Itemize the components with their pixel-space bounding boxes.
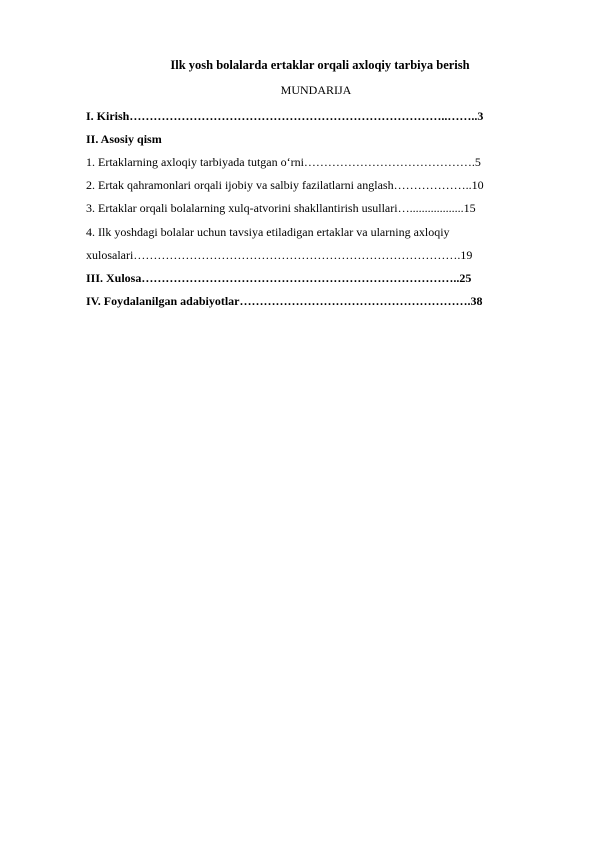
- document-title: Ilk yosh bolalarda ertaklar orqali axloqiy tarbiya berish: [170, 58, 470, 72]
- toc-entry-section-4: 4. Ilk yoshdagi bolalar uchun tavsiya etiladigan ertaklar va ularning axloqiy: [86, 225, 450, 239]
- toc-entry-introduction: I. Kirish……………………………………………………………………..……..3: [86, 109, 484, 123]
- toc-entry-section-1: 1. Ertaklarning axloqiy tarbiyada tutgan o‘rni…………………………………….5: [86, 155, 481, 169]
- toc-entry-section-4-continued: xulosalari……………………………………………………………………….19: [86, 248, 473, 262]
- toc-entry-section-2: 2. Ertak qahramonlari orqali ijobiy va salbiy fazilatlarni anglash………………..10: [86, 178, 484, 192]
- toc-entry-main-part: II. Asosiy qism: [86, 132, 162, 146]
- toc-entry-conclusion: III. Xulosa……………………………………………………………………..25: [86, 271, 472, 285]
- toc-entry-section-3: 3. Ertaklar orqali bolalarning xulq-atvorini shakllantirish usullari…..................15: [86, 201, 476, 215]
- toc-entry-references: IV. Foydalanilgan adabiyotlar………………………………………………….38: [86, 294, 483, 308]
- toc-heading: MUNDARIJA: [280, 83, 352, 97]
